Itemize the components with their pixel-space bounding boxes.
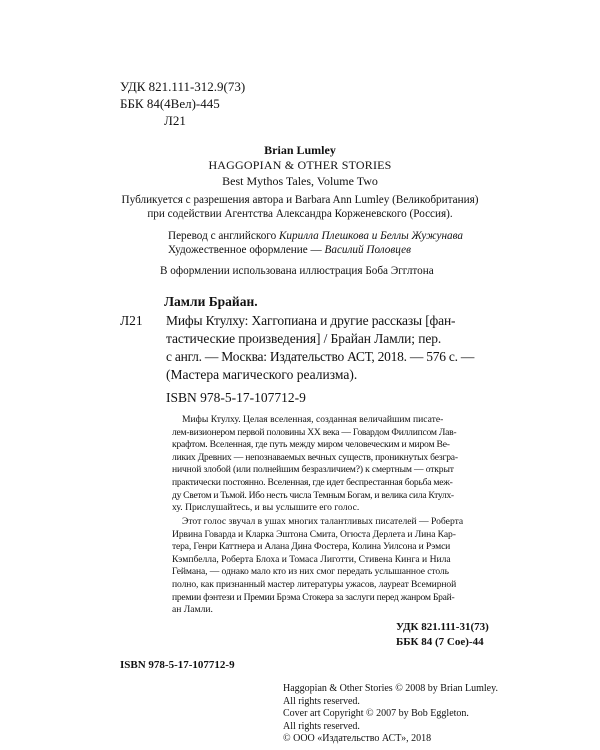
annotation-line: практически постоянно. Вселенная, где идет беспрестанная борьба меж- bbox=[172, 477, 453, 488]
translators: Кирилла Плешкова и Беллы Жужунава bbox=[279, 230, 464, 242]
annotation-line: премии фэнтези и Премии Брэма Стокера за заслуги перед жанром Брай- bbox=[172, 591, 455, 603]
annotation-line: ликих Древних — непознаваемых вечных существ, проникнутых безгра- bbox=[172, 451, 458, 463]
illustration-note: В оформлении использована иллюстрация Боба Эгглтона bbox=[160, 265, 434, 277]
translation-prefix: Перевод с английского bbox=[168, 230, 279, 242]
annotation-line: крафтом. Вселенная, где путь между миром человеческим и миром Ве- bbox=[172, 439, 450, 451]
copyright-line: Haggopian & Other Stories © 2008 by Brian Lumley. bbox=[283, 683, 498, 694]
catalog-author-heading: Ламли Брайан. bbox=[164, 294, 258, 309]
design-credit bbox=[168, 243, 411, 257]
author-sign-code: Л21 bbox=[164, 113, 186, 128]
udk-code: УДК 821.111-312.9(73) bbox=[120, 79, 246, 94]
original-author: Brian Lumley bbox=[264, 143, 336, 157]
bbk-code: ББК 84(4Вел)-445 bbox=[120, 96, 220, 111]
isbn-standalone: ISBN 978-5-17-107712-9 bbox=[120, 659, 235, 671]
annotation-line: Ирвина Говарда и Кларка Эштона Смита, Огюста Дерлета и Лина Кар- bbox=[172, 528, 456, 540]
translation-credit bbox=[168, 229, 463, 243]
annotation-line: ничной злобой (или полнейшим безразличием?) к смертным — открыт bbox=[172, 464, 454, 476]
annotation-line: Этот голос звучал в ушах многих талантливых писателей — Роберта bbox=[182, 516, 464, 527]
bottom-udk-code: УДК 821.111-31(73) bbox=[396, 621, 489, 633]
permission-line-2: при содействии Агентства Александра Корженевского (Россия). bbox=[147, 208, 453, 220]
annotation-line: полно, как признанный мастер литературы ужасов, лауреат Всемирной bbox=[172, 579, 457, 590]
annotation-line: лем-визионером первой половины XX века — Говардом Филлипсом Лав- bbox=[172, 426, 457, 438]
catalog-line-3: с англ. — Москва: Издательство АСТ, 2018. — 576 с. — bbox=[166, 349, 475, 364]
annotation-line: ду Светом и Тьмой. Ибо несть числа Темным Богам, и велика сила Ктулх- bbox=[172, 489, 454, 501]
catalog-line-1: Мифы Ктулху: Хаггопиана и другие рассказы [фан- bbox=[166, 313, 456, 328]
annotation-line: Геймана, — однако мало кто из них смог передать услышанное столь bbox=[172, 566, 449, 578]
copyright-line: Cover art Copyright © 2007 by Bob Eggleton. bbox=[283, 708, 469, 719]
annotation-line: Кэмпбелла, Роберта Блоха и Томаса Лиготти, Стивена Кинга и Нила bbox=[172, 553, 451, 565]
annotation-line: Мифы Ктулху. Целая вселенная, созданная величайшим писате- bbox=[182, 414, 444, 425]
designer: Василий Половцев bbox=[324, 244, 411, 256]
catalog-line-2: тастические произведения] / Брайан Ламли; пер. bbox=[166, 331, 442, 346]
annotation-line: тера, Генри Каттнера и Алана Дина Фостера, Колина Уилсона и Рэмси bbox=[172, 541, 451, 553]
copyright-line: All rights reserved. bbox=[283, 720, 360, 732]
catalog-isbn: ISBN 978-5-17-107712-9 bbox=[166, 390, 306, 405]
catalog-line-4: (Мастера магического реализма). bbox=[166, 367, 358, 382]
bottom-bbk-code: ББК 84 (7 Сое)-44 bbox=[396, 636, 484, 648]
original-subtitle: Best Mythos Tales, Volume Two bbox=[222, 174, 378, 188]
catalog-code: Л21 bbox=[120, 313, 143, 328]
original-title: HAGGOPIAN & OTHER STORIES bbox=[208, 158, 392, 172]
copyright-line: All rights reserved. bbox=[283, 695, 360, 707]
design-prefix: Художественное оформление — bbox=[168, 244, 325, 256]
copyright-line: © ООО «Издательство АСТ», 2018 bbox=[283, 733, 432, 744]
annotation-line: ан Ламли. bbox=[172, 604, 213, 616]
permission-line-1: Публикуется с разрешения автора и Barbara Ann Lumley (Великобритания) bbox=[121, 194, 479, 206]
annotation-line: ху. Прислушайтесь, и вы услышите его голос. bbox=[172, 502, 360, 514]
